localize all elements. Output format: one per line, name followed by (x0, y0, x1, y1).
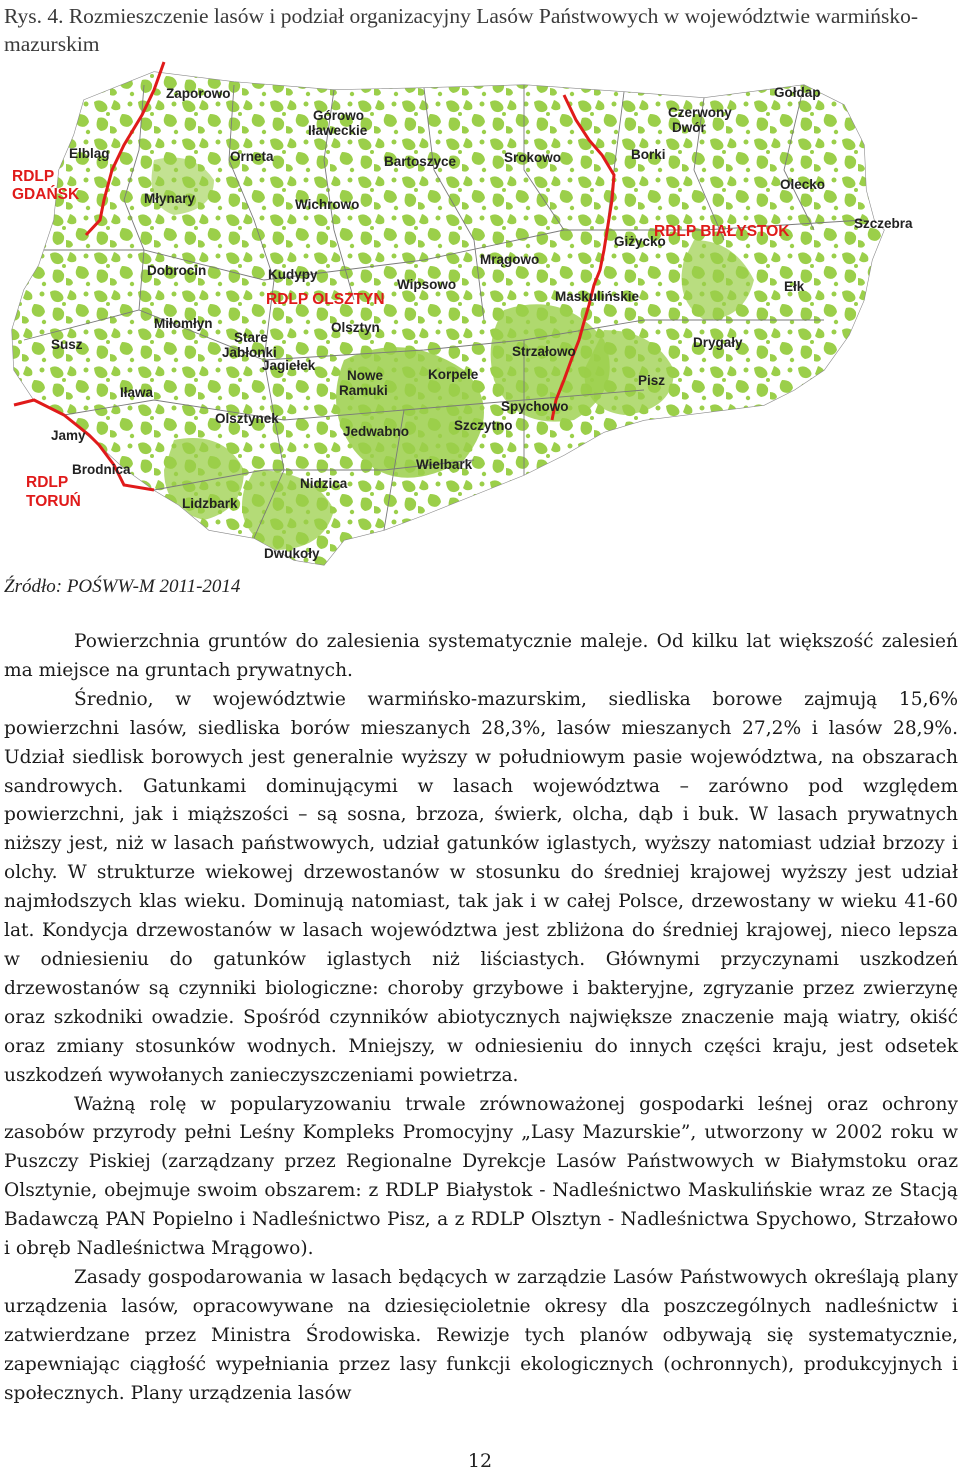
label-jedwabno: Jedwabno (343, 424, 410, 439)
label-lidzbark: Lidzbark (182, 496, 238, 511)
label-ilawa: Iława (120, 385, 154, 400)
rdlp-olsztyn-label: RDLP OLSZTYN (266, 291, 385, 308)
label-strzalowo: Strzałowo (512, 344, 576, 359)
label-dwukoly: Dwukoły (264, 546, 320, 561)
label-zaporowo: Zaporowo (166, 86, 231, 101)
label-ramuki: Ramuki (339, 383, 388, 398)
figure-caption: Rys. 4. Rozmieszczenie lasów i podział organizacyjny Lasów Państwowych w województwie warmińsko-mazurskim (4, 4, 919, 56)
label-czerwony: Czerwony (668, 105, 732, 120)
label-szczebra: Szczebra (854, 216, 913, 231)
label-pisz: Pisz (638, 373, 666, 388)
label-brodnica: Brodnica (72, 462, 131, 477)
label-elblag: Elbląg (69, 146, 110, 161)
forest-map (4, 60, 960, 575)
label-drygaly: Drygały (693, 335, 743, 350)
label-ilaweckie: Iławeckie (308, 123, 368, 138)
label-olecko: Olecko (780, 177, 826, 192)
label-olsztynek: Olsztynek (215, 411, 279, 426)
label-nowe: Nowe (347, 368, 384, 383)
label-gizycko: Giżycko (614, 234, 666, 249)
label-bartoszyce: Bartoszyce (384, 154, 457, 169)
label-wielbark: Wielbark (416, 457, 473, 472)
paragraph: Powierzchnia gruntów do zalesienia systematycznie maleje. Od kilku lat większość zalesień ma miejsce na gruntach prywatnych. (4, 631, 958, 681)
rdlp-gdansk-label-1: RDLP (12, 168, 55, 185)
label-olsztyn: Olsztyn (331, 320, 380, 335)
forest-map-svg (4, 60, 960, 575)
figure-source: Źródło: POŚWW-M 2011-2014 (4, 576, 241, 597)
label-wichrowo: Wichrowo (295, 197, 360, 212)
rdlp-torun-label-1: RDLP (26, 474, 69, 491)
rdlp-gdansk-label-2: GDAŃSK (12, 186, 80, 203)
label-milomlyn: Miłomłyn (154, 316, 213, 331)
label-dwor: Dwór (672, 120, 706, 135)
label-orneta: Orneta (230, 149, 274, 164)
label-jagielek: Jagiełek (262, 358, 316, 373)
label-korpele: Korpele (428, 367, 479, 382)
label-borki: Borki (631, 147, 666, 162)
label-jablonki: Jabłonki (222, 345, 277, 360)
label-jamy: Jamy (51, 428, 86, 443)
paragraph: Średnio, w województwie warmińsko-mazurskim, siedliska borowe zajmują 15,6% powierzchni lasów, siedliska borów mieszanych 28,3%, lasów mieszanych 27,2% i lasów 28,9%. Udział siedlisk borowych jest generalnie wyższy w południowym pasie województwa, na obszarach sandrowych. Gatunkami dominującymi w lasach województwa – zarówno pod względem powierzchni, jak i miąższości – są sosna, brzoza, świerk, olcha, dąb i buk. W lasach prywatnych niższy jest, niż w lasach państwowych, udział gatunków iglastych, wyższy natomiast udział brzozy i olchy. W strukturze wiekowej drzewostanów w stosunku do średniej krajowej wyższy jest udział najmłodszych klas wieku. Dominują natomiast, tak jak i w całej Polsce, drzewostany w wieku 41-60 lat. Kondycja drzewostanów w lasach województwa jest zbliżona do średniej krajowej, nieco lepsza w odniesieniu do gatunków iglastych niż liściastych. Głównymi przyczynami uszkodzeń drzewostanów są czynniki biologiczne: choroby grzybowe i bakteryjne, zgryzanie przez zwierzynę oraz szkodniki owadzie. Spośród czynników abiotycznych największe znaczenie mają wiatry, okiść oraz zmiany stosunków wodnych. Mniejszy, w odniesieniu do innych części kraju, jest odsetek uszkodzeń wywołanych zanieczyszczeniami powietrza. (4, 688, 958, 1086)
label-mlynary: Młynary (144, 191, 196, 206)
label-wipsowo: Wipsowo (397, 277, 457, 292)
page-number: 12 (467, 1450, 493, 1472)
label-dobrocin: Dobrocin (147, 263, 207, 278)
label-susz: Susz (51, 337, 83, 352)
label-stare: Stare (234, 330, 268, 345)
label-nidzica: Nidzica (300, 476, 348, 491)
label-mragowo: Mrągowo (480, 252, 540, 267)
paragraph: Zasady gospodarowania w lasach będących w zarządzie Lasów Państwowych określają plany urządzenia lasów, opracowywane na dziesięcioletnie okresy dla poszczególnych nadleśnictw i zatwierdzane przez Ministra Środowiska. Rewizje tych planów odbywają się systematycznie, zapewniając ciągłość wypełniania przez lasy funkcji ekologicznych (ochronnych), produkcyjnych i społecznych. Plany urządzenia lasów (4, 1266, 958, 1404)
body-text (4, 628, 958, 1408)
label-srokowo: Srokowo (504, 150, 562, 165)
paragraph: Ważną rolę w popularyzowaniu trwale zrównoważonej gospodarki leśnej oraz ochrony zasobów przyrody pełni Leśny Kompleks Promocyjny „Lasy Mazurskie”, utworzony w 2002 roku w Puszczy Piskiej (zarządzany przez Regionalne Dyrekcje Lasów Państwowych w Białymstoku oraz Olsztynie, obejmuje swoim obszarem: z RDLP Białystok - Nadleśnictwo Maskulińskie wraz ze Stacją Badawczą PAN Popielno i Nadleśnictwo Pisz, a z RDLP Olsztyn - Nadleśnictwa Spychowo, Strzałowo i obręb Nadleśnictwa Mrągowo). (4, 1093, 958, 1260)
rdlp-torun-label-2: TORUŃ (26, 493, 81, 510)
rdlp-bialystok-label: RDLP BIAŁYSTOK (654, 223, 790, 240)
label-gorowo: Górowo (313, 108, 364, 123)
label-elk: Ełk (784, 279, 805, 294)
label-szczytno: Szczytno (454, 418, 513, 433)
label-maskulinskie: Maskulińskie (555, 289, 640, 304)
label-spychowo: Spychowo (501, 399, 569, 414)
label-kudypy: Kudypy (268, 267, 318, 282)
label-goldap: Gołdap (774, 85, 821, 100)
forest-cover (4, 60, 960, 575)
